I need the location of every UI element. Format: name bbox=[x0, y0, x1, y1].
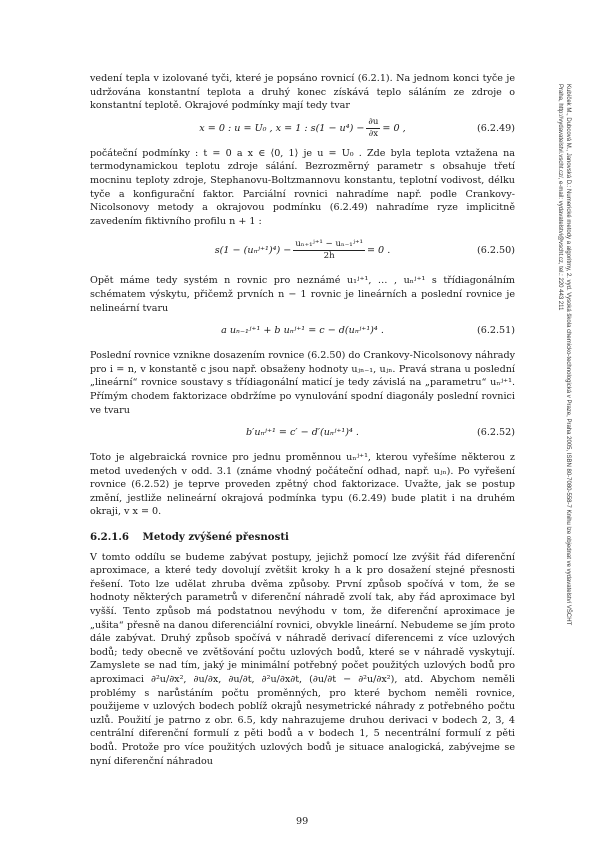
equation-6-2-50 bbox=[90, 235, 515, 265]
denominator: 2h bbox=[323, 250, 335, 261]
equation-number: (6.2.50) bbox=[476, 244, 515, 256]
paragraph: vedení tepla v izolované tyči, které je popsáno rovnicí (6.2.1). Na jednom konci tyče je udržována konstantní teplota a druhý konec získává teplo sáláním ze zdroje o konstantní teplotě. Okrajové podmínky mají tedy tvar bbox=[90, 73, 515, 112]
paragraph: V tomto oddílu se budeme zabývat postupy, jejichž pomocí lze zvýšit řád diferenční aproximace, a které tedy dovolují zvětšit kroky h a k pro dosažení stejné přesnosti řešení. Toto lze udělat zhruba dvěma způsoby. První způsob spočívá v tom, že se hodnoty některých parametrů v diferenční náhradě zvolí tak, aby řád aproximace byl vyšší. Tento způsob má podstatnou nevýhodu v tom, že diferenční aproximace je „ušita“ přesně na danou diferenciální rovnici, obvykle lineární. Nebudeme se jím proto dále zabývat. Druhý způsob spočívá v náhradě derivací diferencemi z více uzlových bodů; tedy obecně ve zvětšování počtu uzlových bodů, které se v náhradě vyskytují. Zamyslete se nad tím, jaký je minimální potřebný počet použitých uzlových bodů pro aproximaci ∂²u/∂x², ∂u/∂x, ∂u/∂t, ∂²u/∂x∂t, (∂u/∂t − ∂²u/∂x²), atd. Abychom neměli problémy s narůstáním počtu proměnných, pro které bychom neměli rovnice, použijeme v uzlových bodech poblíž okrajů nesymetrické náhrady z potřebného počtu uzlů. Použití je patrno z obr. 6.5, kdy nahrazujeme druhou derivaci v bodech 2, 3, 4 centrální diferenční formulí z pěti bodů a v bodech 1, 5 necentrální formulí z pěti bodů. Protože pro více použitých uzlových bodů je situace analogická, zabývejme se nyní diferenční náhradou bbox=[90, 551, 515, 767]
equation-6-2-52 bbox=[90, 424, 515, 442]
equation-number: (6.2.52) bbox=[476, 427, 515, 439]
numerator: uₙ₊₁ʲ⁺¹ − uₙ₋₁ʲ⁺¹ bbox=[295, 238, 363, 249]
equation-left: s(1 − (uₙʲ⁺¹)⁴) − bbox=[214, 244, 292, 256]
paragraph: Opět máme tedy systém n rovnic pro neznámé u₁ʲ⁺¹, … , uₙʲ⁺¹ s třídiagonálním schématem výskytu, přičemž prvních n − 1 rovnic je lineárních a poslední rovnice je nelineární tvaru bbox=[90, 275, 515, 314]
page-number: 99 bbox=[296, 816, 309, 827]
equation-body: a uₙ₋₁ʲ⁺¹ + b uₙʲ⁺¹ = c − d(uₙʲ⁺¹)⁴ . bbox=[221, 325, 384, 337]
margin-note-text: Kubíček M., Dubcová M., Janovská D.: Numerické metody a algoritmy, 2. vyd. Vysoká škola chemicko-technologická v Praze, Praha 2005, ISBN 80-7080-558-7 Knihu lze objednat ve vydavatelství VŠCHT Praha, http://vydavatelstvi.vscht.cz/, e-mail: vydavatelstvi@vscht.cz, tel.: 220 443 211 bbox=[557, 84, 571, 626]
equation-right: = 0 . bbox=[366, 244, 391, 256]
equation-6-2-49 bbox=[90, 117, 515, 140]
equation-body: b′uₙʲ⁺¹ = c′ − d′(uₙʲ⁺¹)⁴ . bbox=[246, 427, 359, 439]
section-number: 6.2.1.6 bbox=[90, 531, 129, 544]
numerator: ∂u bbox=[368, 117, 379, 128]
fraction bbox=[366, 117, 380, 140]
equation-left: x = 0 : u = U₀ , x = 1 : s(1 − u⁴) − bbox=[199, 122, 365, 134]
equation-number: (6.2.51) bbox=[476, 325, 515, 337]
equation-right: = 0 , bbox=[382, 122, 406, 134]
denominator: ∂x bbox=[368, 129, 379, 140]
paragraph: Poslední rovnice vznikne dosazením rovnice (6.2.50) do Crankovy-Nicolsonovy náhrady pro i = n, v konstantě c jsou např. obsaženy hodnoty uⱼₙ₋₁, uⱼₙ. Pravá strana u poslední „lineární“ rovnice soustavy s třídiagonální maticí je tedy závislá na „parametru“ uₙʲ⁺¹. Přímým chodem faktorizace obdržíme po vynulování spodní diagonály poslední rovnici ve tvaru bbox=[90, 350, 516, 416]
section-heading bbox=[90, 531, 515, 545]
paragraph: počáteční podmínky : t = 0 a x ∈ ⟨0, 1⟩ je u = U₀ . Zde byla teplota vztažena na termodynamickou teplotu zdroje sálání. Bezrozměrný parametr s obsahuje třetí mocninu teploty zdroje, Stephanovu-Boltzmannovu konstantu, teplotní vodivost, délku tyče a konfigurační faktor. Parciální rovnici nahradíme např. podle Crankovy-Nicolsonovy metody a okrajovou podmínku (6.2.49) nahradíme ryze implicitně zavedením fiktivního profilu n + 1 : bbox=[90, 147, 515, 227]
equation-number: (6.2.49) bbox=[476, 122, 515, 134]
paragraph: Toto je algebraická rovnice pro jednu proměnnou uₙʲ⁺¹, kterou vyřešíme některou z metod uvedených v odd. 3.1 (známe vhodný počáteční odhad, např. uⱼₙ). Po vyřešení rovnice (6.2.52) je teprve proveden zpětný chod faktorizace. Uvažte, jak se postup změní, jestliže nelineární okrajová podmínka typu (6.2.49) bude platit i na druhém okraji, v x = 0. bbox=[90, 452, 515, 518]
equation-6-2-51 bbox=[90, 322, 515, 340]
margin-note bbox=[557, 84, 600, 644]
page-body bbox=[90, 72, 515, 774]
section-title: Metody zvýšené přesnosti bbox=[142, 531, 289, 544]
fraction bbox=[293, 239, 365, 262]
